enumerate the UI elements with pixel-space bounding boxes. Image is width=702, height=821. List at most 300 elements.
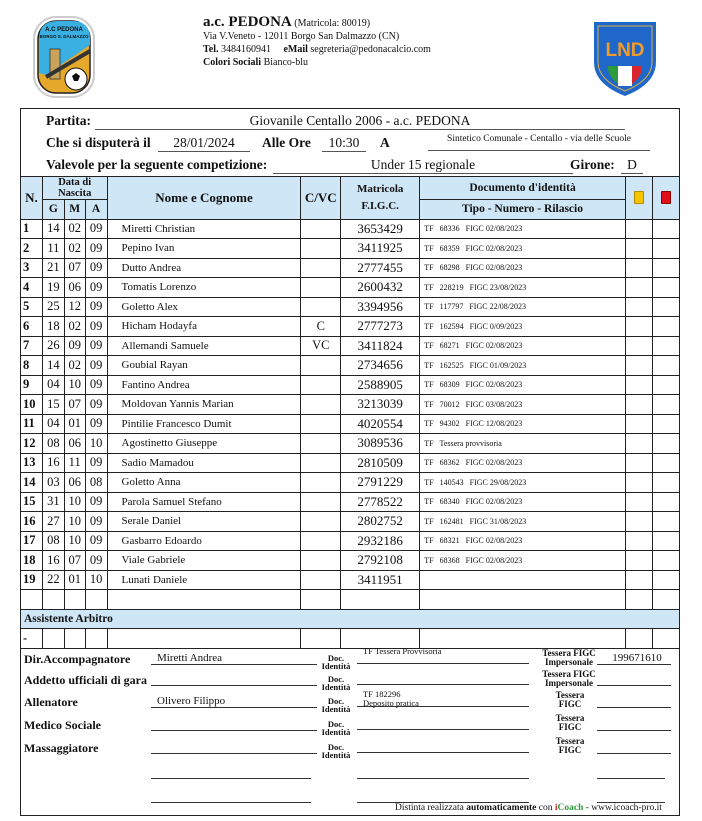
extra-staff-document-field[interactable] — [357, 766, 529, 779]
player-row — [21, 414, 680, 434]
birth-month[interactable]: 12 — [64, 297, 85, 317]
yellow-card-cell[interactable] — [625, 317, 652, 337]
birth-month[interactable]: 10 — [64, 512, 85, 532]
birth-year[interactable]: 09 — [85, 453, 107, 473]
player-number[interactable]: 3 — [21, 258, 43, 278]
birth-day[interactable]: 08 — [42, 531, 64, 551]
player-row — [21, 219, 680, 239]
yellow-card-cell[interactable] — [625, 453, 652, 473]
player-matricola[interactable]: 2802752 — [341, 512, 420, 532]
player-number[interactable]: 17 — [21, 531, 43, 551]
doc-identita-label: Doc. Identità — [321, 653, 351, 671]
player-document[interactable]: TF 140543 FIGC 29/08/2023 — [420, 473, 625, 493]
birth-month[interactable]: 06 — [64, 434, 85, 454]
player-name[interactable]: Viale Gabriele — [107, 551, 301, 571]
yellow-card-cell[interactable] — [625, 278, 652, 298]
col-birth: Data di Nascita — [42, 177, 107, 200]
player-name[interactable]: Parola Samuel Stefano — [107, 492, 301, 512]
assistant-cell[interactable] — [420, 629, 625, 649]
red-card-cell[interactable] — [652, 414, 679, 434]
doc-identita-label: Doc. Identità — [321, 674, 351, 692]
red-card-cell[interactable] — [652, 375, 679, 395]
footer-credit: Distinta realizzata automaticamente con iCoach - www.icoach-pro.it — [395, 803, 662, 813]
birth-day[interactable]: 27 — [42, 512, 64, 532]
birth-month[interactable]: 02 — [64, 239, 85, 259]
player-number[interactable]: 10 — [21, 395, 43, 415]
col-cvc: C/VC — [301, 177, 341, 220]
club-colors: Bianco-blu — [263, 57, 308, 68]
yellow-card-cell[interactable] — [625, 551, 652, 571]
player-document[interactable]: TF 68336 FIGC 02/08/2023 — [420, 219, 625, 239]
birth-day[interactable]: 03 — [42, 473, 64, 493]
birth-year[interactable]: 09 — [85, 219, 107, 239]
player-matricola[interactable]: 3411824 — [341, 336, 420, 356]
captain-role[interactable] — [301, 492, 341, 512]
birth-year[interactable]: 10 — [85, 434, 107, 454]
svg-text:BORGO S. DALMAZZO: BORGO S. DALMAZZO — [39, 34, 89, 39]
player-name[interactable]: Tomatis Lorenzo — [107, 278, 301, 298]
col-doc: Documento d'identità — [420, 177, 625, 200]
col-red-card — [652, 177, 679, 220]
group-label: Girone: — [570, 157, 615, 172]
player-number[interactable]: 6 — [21, 317, 43, 337]
player-row — [21, 375, 680, 395]
club-logo — [32, 15, 96, 99]
captain-role[interactable] — [301, 219, 341, 239]
player-matricola[interactable]: 2588905 — [341, 375, 420, 395]
assistant-cell[interactable] — [85, 629, 107, 649]
extra-tessera-field[interactable] — [597, 790, 665, 803]
tessera-figc-label: Tessera FIGC — [555, 690, 585, 709]
tessera-figc-field[interactable]: 199671610 — [597, 652, 671, 665]
player-row — [21, 278, 680, 298]
staff-label: Addetto ufficiali di gara — [24, 673, 147, 687]
player-number[interactable]: 18 — [21, 551, 43, 571]
yellow-card-cell[interactable] — [625, 512, 652, 532]
player-matricola[interactable]: 2734656 — [341, 356, 420, 376]
group-field[interactable]: D — [621, 157, 643, 174]
birth-month[interactable]: 07 — [64, 395, 85, 415]
player-document[interactable]: TF 68271 FIGC 02/08/2023 — [420, 336, 625, 356]
red-card-cell[interactable] — [652, 317, 679, 337]
assistant-referee-row — [21, 629, 680, 649]
birth-year[interactable]: 09 — [85, 239, 107, 259]
red-card-icon — [661, 191, 671, 204]
birth-day[interactable]: 21 — [42, 258, 64, 278]
player-matricola[interactable]: 3411925 — [341, 239, 420, 259]
player-name[interactable]: Agostinetto Giuseppe — [107, 434, 301, 454]
player-row — [21, 492, 680, 512]
assistant-cell[interactable] — [625, 629, 652, 649]
captain-role[interactable] — [301, 297, 341, 317]
player-row — [21, 434, 680, 454]
captain-role[interactable] — [301, 258, 341, 278]
player-name[interactable]: Goubial Rayan — [107, 356, 301, 376]
birth-month[interactable]: 06 — [64, 473, 85, 493]
player-document[interactable]: TF 68309 FIGC 02/08/2023 — [420, 375, 625, 395]
partita-label: Partita: — [46, 113, 91, 128]
player-matricola[interactable]: 2777273 — [341, 317, 420, 337]
birth-month[interactable]: 09 — [64, 336, 85, 356]
birth-month[interactable]: 07 — [64, 258, 85, 278]
yellow-card-cell[interactable] — [625, 375, 652, 395]
player-row — [21, 531, 680, 551]
tessera-figc-field[interactable] — [597, 673, 671, 686]
player-name[interactable]: Allemandi Samuele — [107, 336, 301, 356]
player-matricola[interactable]: 2600432 — [341, 278, 420, 298]
birth-year[interactable]: 09 — [85, 531, 107, 551]
birth-day[interactable]: 22 — [42, 570, 64, 590]
player-number[interactable]: 13 — [21, 453, 43, 473]
player-name[interactable]: Gasbarro Edoardo — [107, 531, 301, 551]
player-matricola[interactable]: 2810509 — [341, 453, 420, 473]
player-matricola[interactable]: 3394956 — [341, 297, 420, 317]
captain-role[interactable] — [301, 434, 341, 454]
player-matricola[interactable]: 2791229 — [341, 473, 420, 493]
birth-year[interactable]: 09 — [85, 512, 107, 532]
player-number[interactable]: 9 — [21, 375, 43, 395]
tessera-figc-label: Tessera FIGC — [555, 713, 585, 732]
red-card-cell[interactable] — [652, 590, 679, 610]
yellow-card-cell[interactable] — [625, 239, 652, 259]
yellow-card-cell[interactable] — [625, 414, 652, 434]
player-name[interactable]: Goletto Alex — [107, 297, 301, 317]
player-number[interactable]: 12 — [21, 434, 43, 454]
player-row — [21, 590, 680, 610]
birth-month[interactable]: 06 — [64, 278, 85, 298]
col-m: M — [64, 200, 85, 220]
date-field[interactable]: 28/01/2024 — [158, 135, 250, 152]
birth-year[interactable]: 09 — [85, 356, 107, 376]
date-label: Che si disputerà il — [46, 135, 151, 150]
red-card-cell[interactable] — [652, 531, 679, 551]
red-card-cell[interactable] — [652, 395, 679, 415]
birth-day[interactable]: 04 — [42, 375, 64, 395]
player-matricola[interactable] — [341, 590, 420, 610]
red-card-cell[interactable] — [652, 551, 679, 571]
svg-text:A.C PEDONA: A.C PEDONA — [45, 27, 83, 33]
assistant-cell[interactable] — [107, 629, 301, 649]
staff-name-field[interactable]: Miretti Andrea — [151, 652, 317, 665]
red-card-cell[interactable] — [652, 473, 679, 493]
player-matricola[interactable]: 2792108 — [341, 551, 420, 571]
club-email: segreteria@pedonacalcio.com — [310, 44, 431, 55]
club-tel: 3484160941 — [220, 44, 271, 55]
red-card-cell[interactable] — [652, 219, 679, 239]
doc-identita-label: Doc. Identità — [321, 719, 351, 737]
partita-field[interactable]: Giovanile Centallo 2006 - a.c. PEDONA — [95, 113, 625, 130]
player-document[interactable]: TF Tessera provvisoria — [420, 434, 625, 454]
staff-label: Dir.Accompagnatore — [24, 652, 131, 666]
yellow-card-cell[interactable] — [625, 395, 652, 415]
birth-year[interactable] — [85, 590, 107, 610]
player-name[interactable]: Hicham Hodayfa — [107, 317, 301, 337]
yellow-card-icon — [634, 191, 644, 204]
assistant-referee-header: Assistente Arbitro — [21, 609, 680, 629]
birth-day[interactable]: 15 — [42, 395, 64, 415]
extra-tessera-field[interactable] — [597, 766, 665, 779]
staff-label: Massaggiatore — [24, 741, 99, 755]
red-card-cell[interactable] — [652, 297, 679, 317]
assistant-cell[interactable] — [64, 629, 85, 649]
captain-role[interactable] — [301, 473, 341, 493]
captain-role[interactable] — [301, 414, 341, 434]
red-card-cell[interactable] — [652, 239, 679, 259]
staff-name-field[interactable] — [151, 741, 317, 754]
player-number[interactable]: 5 — [21, 297, 43, 317]
birth-day[interactable]: 14 — [42, 219, 64, 239]
birth-month[interactable]: 02 — [64, 219, 85, 239]
staff-document-field[interactable] — [357, 736, 529, 753]
player-document[interactable]: TF 162525 FIGC 01/09/2023 — [420, 356, 625, 376]
player-document[interactable]: TF 94302 FIGC 12/08/2023 — [420, 414, 625, 434]
player-row — [21, 336, 680, 356]
competition-field[interactable]: Under 15 regionale — [273, 157, 573, 174]
tessera-figc-label: Tessera FIGC Impersonale — [542, 669, 596, 688]
yellow-card-cell[interactable] — [625, 590, 652, 610]
captain-role[interactable] — [301, 278, 341, 298]
player-row — [21, 395, 680, 415]
captain-role[interactable] — [301, 239, 341, 259]
birth-day[interactable]: 04 — [42, 414, 64, 434]
player-name[interactable]: Pintilie Francesco Dumit — [107, 414, 301, 434]
red-card-cell[interactable] — [652, 336, 679, 356]
player-number[interactable]: 19 — [21, 570, 43, 590]
birth-year[interactable]: 09 — [85, 492, 107, 512]
player-document[interactable]: TF 68340 FIGC 02/08/2023 — [420, 492, 625, 512]
player-document[interactable] — [420, 570, 625, 590]
birth-month[interactable]: 11 — [64, 453, 85, 473]
player-matricola[interactable]: 3653429 — [341, 219, 420, 239]
assistant-cell[interactable] — [652, 629, 679, 649]
birth-month[interactable]: 02 — [64, 356, 85, 376]
player-number[interactable]: 7 — [21, 336, 43, 356]
player-number[interactable]: 1 — [21, 219, 43, 239]
tessera-figc-field[interactable] — [597, 695, 671, 708]
player-number[interactable]: 4 — [21, 278, 43, 298]
player-number[interactable]: 14 — [21, 473, 43, 493]
red-card-cell[interactable] — [652, 570, 679, 590]
player-document[interactable]: TF 162594 FIGC 0/09/2023 — [420, 317, 625, 337]
captain-role[interactable] — [301, 531, 341, 551]
birth-day[interactable]: 31 — [42, 492, 64, 512]
birth-day[interactable]: 26 — [42, 336, 64, 356]
captain-role[interactable] — [301, 375, 341, 395]
birth-year[interactable]: 09 — [85, 375, 107, 395]
birth-day[interactable]: 14 — [42, 356, 64, 376]
player-row — [21, 258, 680, 278]
player-number[interactable]: 2 — [21, 239, 43, 259]
staff-name-field[interactable] — [151, 673, 317, 686]
player-document[interactable] — [420, 590, 625, 610]
col-yellow-card — [625, 177, 652, 220]
player-document[interactable]: TF 68321 FIGC 02/08/2023 — [420, 531, 625, 551]
captain-role[interactable]: C — [301, 317, 341, 337]
player-document[interactable]: TF 68298 FIGC 02/08/2023 — [420, 258, 625, 278]
captain-role[interactable] — [301, 551, 341, 571]
red-card-cell[interactable] — [652, 434, 679, 454]
birth-month[interactable]: 02 — [64, 317, 85, 337]
birth-month[interactable]: 01 — [64, 414, 85, 434]
player-matricola[interactable]: 4020554 — [341, 414, 420, 434]
assistant-number[interactable]: - — [21, 629, 43, 649]
birth-year[interactable]: 09 — [85, 258, 107, 278]
doc-identita-label: Doc. Identità — [321, 696, 351, 714]
player-row — [21, 570, 680, 590]
birth-day[interactable] — [42, 590, 64, 610]
club-matricola: (Matricola: 80019) — [294, 18, 371, 29]
birth-month[interactable]: 10 — [64, 531, 85, 551]
birth-day[interactable]: 16 — [42, 551, 64, 571]
player-name[interactable]: Dutto Andrea — [107, 258, 301, 278]
player-document[interactable]: TF 68359 FIGC 02/08/2023 — [420, 239, 625, 259]
player-document[interactable]: TF 162481 FIGC 31/08/2023 — [420, 512, 625, 532]
player-matricola[interactable]: 2777455 — [341, 258, 420, 278]
birth-year[interactable]: 09 — [85, 297, 107, 317]
birth-year[interactable]: 09 — [85, 336, 107, 356]
birth-month[interactable]: 10 — [64, 375, 85, 395]
col-matricola: Matricola F.I.G.C. — [341, 177, 420, 220]
col-name: Nome e Cognome — [107, 177, 301, 220]
birth-day[interactable]: 11 — [42, 239, 64, 259]
birth-year[interactable]: 10 — [85, 570, 107, 590]
player-row — [21, 317, 680, 337]
player-matricola[interactable]: 3213039 — [341, 395, 420, 415]
club-address: Via V.Veneto - 12011 Borgo San Dalmazzo (CN) — [203, 31, 400, 42]
birth-year[interactable]: 09 — [85, 414, 107, 434]
red-card-cell[interactable] — [652, 258, 679, 278]
captain-role[interactable] — [301, 512, 341, 532]
staff-document-field[interactable]: TF Tessera Provvisoria — [357, 647, 529, 664]
player-number[interactable] — [21, 590, 43, 610]
red-card-cell[interactable] — [652, 512, 679, 532]
player-name[interactable]: Sadio Mamadou — [107, 453, 301, 473]
assistant-cell[interactable] — [42, 629, 64, 649]
birth-day[interactable]: 25 — [42, 297, 64, 317]
extra-staff-name-field[interactable] — [151, 766, 311, 779]
tessera-figc-field[interactable] — [597, 718, 671, 731]
player-document[interactable]: TF 68362 FIGC 02/08/2023 — [420, 453, 625, 473]
player-number[interactable]: 16 — [21, 512, 43, 532]
player-name[interactable] — [107, 590, 301, 610]
yellow-card-cell[interactable] — [625, 531, 652, 551]
player-document[interactable]: TF 70012 FIGC 03/08/2023 — [420, 395, 625, 415]
captain-role[interactable] — [301, 356, 341, 376]
staff-document-field[interactable] — [357, 713, 529, 730]
club-info — [203, 16, 431, 69]
birth-month[interactable]: 07 — [64, 551, 85, 571]
birth-day[interactable]: 19 — [42, 278, 64, 298]
captain-role[interactable] — [301, 590, 341, 610]
birth-year[interactable]: 09 — [85, 317, 107, 337]
birth-day[interactable]: 16 — [42, 453, 64, 473]
captain-role[interactable] — [301, 395, 341, 415]
player-number[interactable]: 15 — [21, 492, 43, 512]
venue-field[interactable]: Sintetico Comunale - Centallo - via delle Scuole — [428, 134, 650, 151]
red-card-cell[interactable] — [652, 356, 679, 376]
birth-day[interactable]: 18 — [42, 317, 64, 337]
player-matricola[interactable]: 3089536 — [341, 434, 420, 454]
player-row — [21, 239, 680, 259]
staff-name-field[interactable] — [151, 718, 317, 731]
tessera-figc-field[interactable] — [597, 741, 671, 754]
yellow-card-cell[interactable] — [625, 570, 652, 590]
player-name[interactable]: Miretti Christian — [107, 219, 301, 239]
player-name[interactable]: Serale Daniel — [107, 512, 301, 532]
staff-name-field[interactable]: Olivero Filippo — [151, 695, 317, 708]
player-name[interactable]: Fantino Andrea — [107, 375, 301, 395]
yellow-card-cell[interactable] — [625, 297, 652, 317]
birth-year[interactable]: 09 — [85, 395, 107, 415]
doc-identita-label: Doc. Identità — [321, 742, 351, 760]
player-matricola[interactable]: 2778522 — [341, 492, 420, 512]
birth-month[interactable]: 01 — [64, 570, 85, 590]
birth-day[interactable]: 08 — [42, 434, 64, 454]
colors-label: Colori Sociali — [203, 57, 262, 68]
yellow-card-cell[interactable] — [625, 336, 652, 356]
player-document[interactable]: TF 228219 FIGC 23/08/2023 — [420, 278, 625, 298]
roster-table — [20, 176, 680, 649]
col-g: G — [42, 200, 64, 220]
tessera-figc-label: Tessera FIGC — [555, 736, 585, 755]
birth-year[interactable]: 08 — [85, 473, 107, 493]
player-row — [21, 512, 680, 532]
red-card-cell[interactable] — [652, 278, 679, 298]
player-name[interactable]: Goletto Anna — [107, 473, 301, 493]
player-matricola[interactable]: 2932186 — [341, 531, 420, 551]
yellow-card-cell[interactable] — [625, 356, 652, 376]
tel-label: Tel. — [203, 44, 219, 55]
svg-text:LND: LND — [605, 40, 645, 61]
competition-label: Valevole per la seguente competizione: — [46, 157, 268, 172]
staff-label: Allenatore — [24, 695, 78, 709]
player-document[interactable]: TF 117797 FIGC 22/08/2023 — [420, 297, 625, 317]
time-field[interactable]: 10:30 — [322, 135, 366, 152]
birth-month[interactable]: 10 — [64, 492, 85, 512]
venue-label: A — [380, 135, 390, 150]
yellow-card-cell[interactable] — [625, 492, 652, 512]
captain-role[interactable]: VC — [301, 336, 341, 356]
player-name[interactable]: Pepino Ivan — [107, 239, 301, 259]
red-card-cell[interactable] — [652, 492, 679, 512]
red-card-cell[interactable] — [652, 453, 679, 473]
player-row — [21, 551, 680, 571]
player-document[interactable]: TF 68368 FIGC 02/08/2023 — [420, 551, 625, 571]
tessera-figc-label: Tessera FIGC Impersonale — [542, 648, 596, 667]
player-matricola[interactable]: 3411951 — [341, 570, 420, 590]
staff-label: Medico Sociale — [24, 718, 101, 732]
captain-role[interactable] — [301, 570, 341, 590]
lnd-logo — [590, 18, 660, 98]
birth-year[interactable]: 09 — [85, 278, 107, 298]
staff-document-field[interactable]: TF 182296 Deposito pratica — [357, 690, 529, 707]
yellow-card-cell[interactable] — [625, 434, 652, 454]
player-number[interactable]: 11 — [21, 414, 43, 434]
player-name[interactable]: Moldovan Yannis Marian — [107, 395, 301, 415]
yellow-card-cell[interactable] — [625, 219, 652, 239]
captain-role[interactable] — [301, 453, 341, 473]
yellow-card-cell[interactable] — [625, 258, 652, 278]
birth-year[interactable]: 09 — [85, 551, 107, 571]
yellow-card-cell[interactable] — [625, 473, 652, 493]
player-number[interactable]: 8 — [21, 356, 43, 376]
staff-document-field[interactable] — [357, 668, 529, 685]
extra-staff-name-field[interactable] — [151, 790, 311, 803]
birth-month[interactable] — [64, 590, 85, 610]
player-name[interactable]: Lunati Daniele — [107, 570, 301, 590]
extra-staff-document-field[interactable] — [357, 790, 529, 803]
assistant-cell[interactable] — [301, 629, 341, 649]
